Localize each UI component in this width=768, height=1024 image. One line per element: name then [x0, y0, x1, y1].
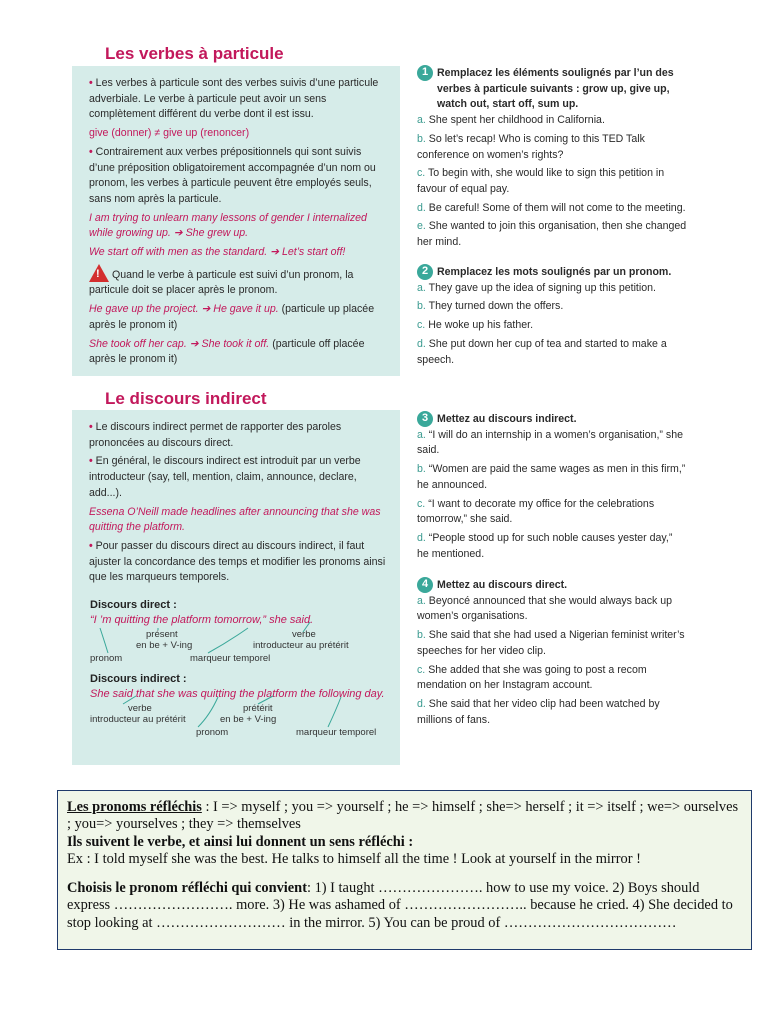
item-letter: a. [417, 594, 426, 607]
exercise-1 [417, 66, 687, 254]
warning-icon: ! [89, 264, 109, 282]
exercise-item: They gave up the idea of signing up this petition. [428, 281, 656, 294]
box-line1: : I => myself ; you => yourself ; he => himself ; she=> herself ; it => itself ; we=> ourselves ; you=> yourselves ; they => themselves [67, 799, 739, 833]
annotation-arrows [88, 620, 398, 740]
section1-text: • Les verbes à particule sont des verbes suivis d’une particule adverbiale. Le verbe à particule peut avoir un sens complètement différent du verbe dont il est issu. give (donner) ≠ give up (renoncer) • Contrairement aux verbes prépositionnels qui sont suivis d’une préposition obligatoirement accompagnée d’un nom ou pronom, les verbes à particule peuvent être employés seuls, sans nom après la particule. I am trying to unlearn many lessons of gender I internalized while growing up. ➔ She grew up. We start off with men as the standard. ➔ Let’s start off! ! Quand le verbe à particule est suivi d’un pronom, la particule doit se placer après le pronom. He gave up the project. ➔ He gave it up. (particule up placée après le pronom it) She took off her cap. ➔ She took it off. (particule off placée après le pronom it) [89, 76, 387, 371]
exercise-item: She spent her childhood in California. [428, 114, 605, 127]
section2-example1: Essena O’Neill made headlines after announcing that she was quitting the platform. [89, 505, 381, 534]
exercise-item: She put down her cup of tea and started to make a speech. [417, 337, 667, 366]
exercise-item: Be careful! Some of them will not come to the meeting. [428, 201, 686, 214]
item-letter: c. [417, 497, 426, 510]
indirect-ann-pronom: pronom [196, 727, 229, 738]
exercise-item: “I will do an internship in a women’s organisation,” she said. [417, 428, 683, 457]
section2-p2: En général, le discours indirect est introduit par un verbe introducteur (say, tell, mention, claim, announce, declare, add...). [89, 455, 361, 499]
section1-title: Les verbes à particule [105, 44, 284, 63]
direct-ann-pronom: pronom [90, 653, 123, 664]
exercise-item: Beyoncé announced that she would always back up women’s organisations. [417, 594, 673, 623]
box-line3: Ex : I told myself she was the best. He talks to himself all the time ! Look at yourself in the mirror ! [67, 850, 641, 867]
exercise-item: “Women are paid the same wages as men in this firm,” he announced. [417, 463, 686, 491]
exercise-item: “People stood up for such noble causes yester day,” he mentioned. [417, 531, 673, 560]
indirect-example: She said that she was quitting the platform the following day. [90, 688, 385, 700]
exercise-item: To begin with, she would like to sign this petition in favour of equal pay. [417, 167, 665, 195]
item-letter: a. [417, 114, 426, 127]
indirect-ann-introducteur: introducteur au prétérit [90, 714, 186, 725]
exercise-heading: Remplacez les éléments soulignés par l’un des verbes à particule suivants : grow up, give up, watch out, start off, sum up. [437, 67, 674, 111]
direct-ann-verbe: verbe [292, 629, 316, 640]
direct-ann-introducteur: introducteur au prétérit [253, 640, 349, 651]
indirect-ann-verbe: verbe [128, 703, 152, 714]
indirect-ann-preterit: prétérit [243, 703, 273, 714]
indirect-ann-marqueur: marqueur temporel [296, 727, 377, 738]
exercise-3 [417, 412, 687, 565]
section1-p1: Les verbes à particule sont des verbes suivis d’une particule adverbiale. Le verbe à particule peut avoir un sens complètement différent du verbe dont il est issu. [89, 77, 379, 121]
direct-example: “I ’m quitting the platform tomorrow,” she said. [90, 614, 314, 626]
section1-example4-note: (particule off placée après le pronom it) [89, 337, 365, 366]
exercise-item: She added that she was going to post a recom mendation on her Instagram account. [417, 663, 647, 692]
section1-example4: She took off her cap. ➔ She took it off. [89, 337, 270, 350]
reflexive-pronouns-box [57, 790, 752, 950]
item-letter: c. [417, 663, 426, 676]
section2-title: Le discours indirect [105, 389, 267, 408]
section1-example2: We start off with men as the standard. ➔ Let’s start off! [89, 246, 346, 259]
direct-ann-marqueur: marqueur temporel [190, 653, 271, 664]
direct-ann-be-ving: en be + V-ing [136, 640, 193, 651]
exercise-heading: Remplacez les mots soulignés par un pronom. [437, 266, 672, 278]
section2-p3: Pour passer du discours direct au discours indirect, il faut ajuster la concordance des temps et modifier les pronoms ainsi que les marqueurs temporels. [89, 539, 386, 584]
exercise-number: 1 [417, 65, 433, 81]
section1-p3: Quand le verbe à particule est suivi d’un pronom, la particule doit se placer après le pronom. [89, 268, 354, 297]
indirect-label: Discours indirect : [90, 673, 187, 685]
exercise-number: 3 [417, 411, 433, 427]
section1-p1-example: give (donner) ≠ give up (renoncer) [89, 127, 250, 140]
item-letter: c. [417, 167, 426, 180]
item-letter: a. [417, 281, 426, 294]
exercise-item: She wanted to join this organisation, then she changed her mind. [417, 220, 687, 249]
box-exercise-text: : 1) I taught …………………. how to use my voice. 2) Boys should express ……………………. more. 3) He was ashamed of …………………….. because he cried. 4) She decided to stop looking at ……………………… in the mirror. 5) You can be proud of ……………………………… [67, 880, 733, 931]
exercise-item: He woke up his father. [428, 319, 534, 332]
exercise-number: 2 [417, 264, 433, 280]
item-letter: e. [417, 220, 426, 233]
exercise-heading: Mettez au discours indirect. [437, 413, 577, 425]
item-letter: b. [417, 629, 426, 642]
exercise-item: She said that her video clip had been watched by millions of fans. [417, 697, 660, 726]
exercise-2 [417, 265, 687, 371]
exercise-item: They turned down the offers. [428, 300, 564, 313]
exercise-heading: Mettez au discours direct. [437, 579, 568, 591]
exercise-item: She said that she had used a Nigerian feminist writer’s speeches for her video clip. [417, 629, 685, 657]
indirect-ann-be-ving: en be + V-ing [220, 714, 277, 725]
box-exercise-head: Choisis le pronom réfléchi qui convient [67, 880, 307, 897]
exercise-item: “I want to decorate my office for the celebrations tomorrow,” she said. [417, 497, 655, 526]
exercise-4 [417, 578, 687, 731]
section2-p1: Le discours indirect permet de rapporter des paroles prononcées au discours direct. [89, 421, 342, 449]
section1-p2: Contrairement aux verbes prépositionnels qui sont suivis d’une préposition obligatoirement accompagnée d’un nom ou pronom, les verbes à particule peuvent être employés seuls, sans nom après la particule. [89, 145, 376, 205]
item-letter: d. [417, 697, 426, 710]
direct-label: Discours direct : [90, 599, 177, 611]
exercise-number: 4 [417, 577, 433, 593]
direct-ann-present: présent [146, 629, 178, 640]
item-letter: b. [417, 300, 426, 313]
box-title: Les pronoms réfléchis [67, 799, 202, 815]
section1-example3: He gave up the project. ➔ He gave it up. [89, 303, 279, 316]
item-letter: b. [417, 132, 426, 145]
section2-text: • Le discours indirect permet de rapporter des paroles prononcées au discours direct. • En général, le discours indirect est introduit par un verbe introducteur (say, tell, mention, claim, announce, declare, add...). Essena O’Neill made headlines after announcing that she was quitting the platform. • Pour passer du discours direct au discours indirect, il faut ajuster la concordance des temps et modifier les pronoms ainsi que les marqueurs temporels. [89, 421, 386, 584]
section1-example1: I am trying to unlearn many lessons of gender I internalized while growing up. ➔ She grew up. [89, 211, 367, 240]
section1-example3-note: (particule up placée après le pronom it) [89, 303, 375, 331]
box-line2: Ils suivent le verbe, et ainsi lui donnent un sens réfléchi : [67, 833, 414, 850]
item-letter: d. [417, 201, 426, 214]
item-letter: b. [417, 463, 426, 476]
item-letter: a. [417, 428, 426, 441]
item-letter: d. [417, 531, 426, 544]
item-letter: c. [417, 319, 426, 332]
exercise-item: So let’s recap! Who is coming to this TED Talk conference on women’s rights? [417, 132, 645, 161]
item-letter: d. [417, 337, 426, 350]
